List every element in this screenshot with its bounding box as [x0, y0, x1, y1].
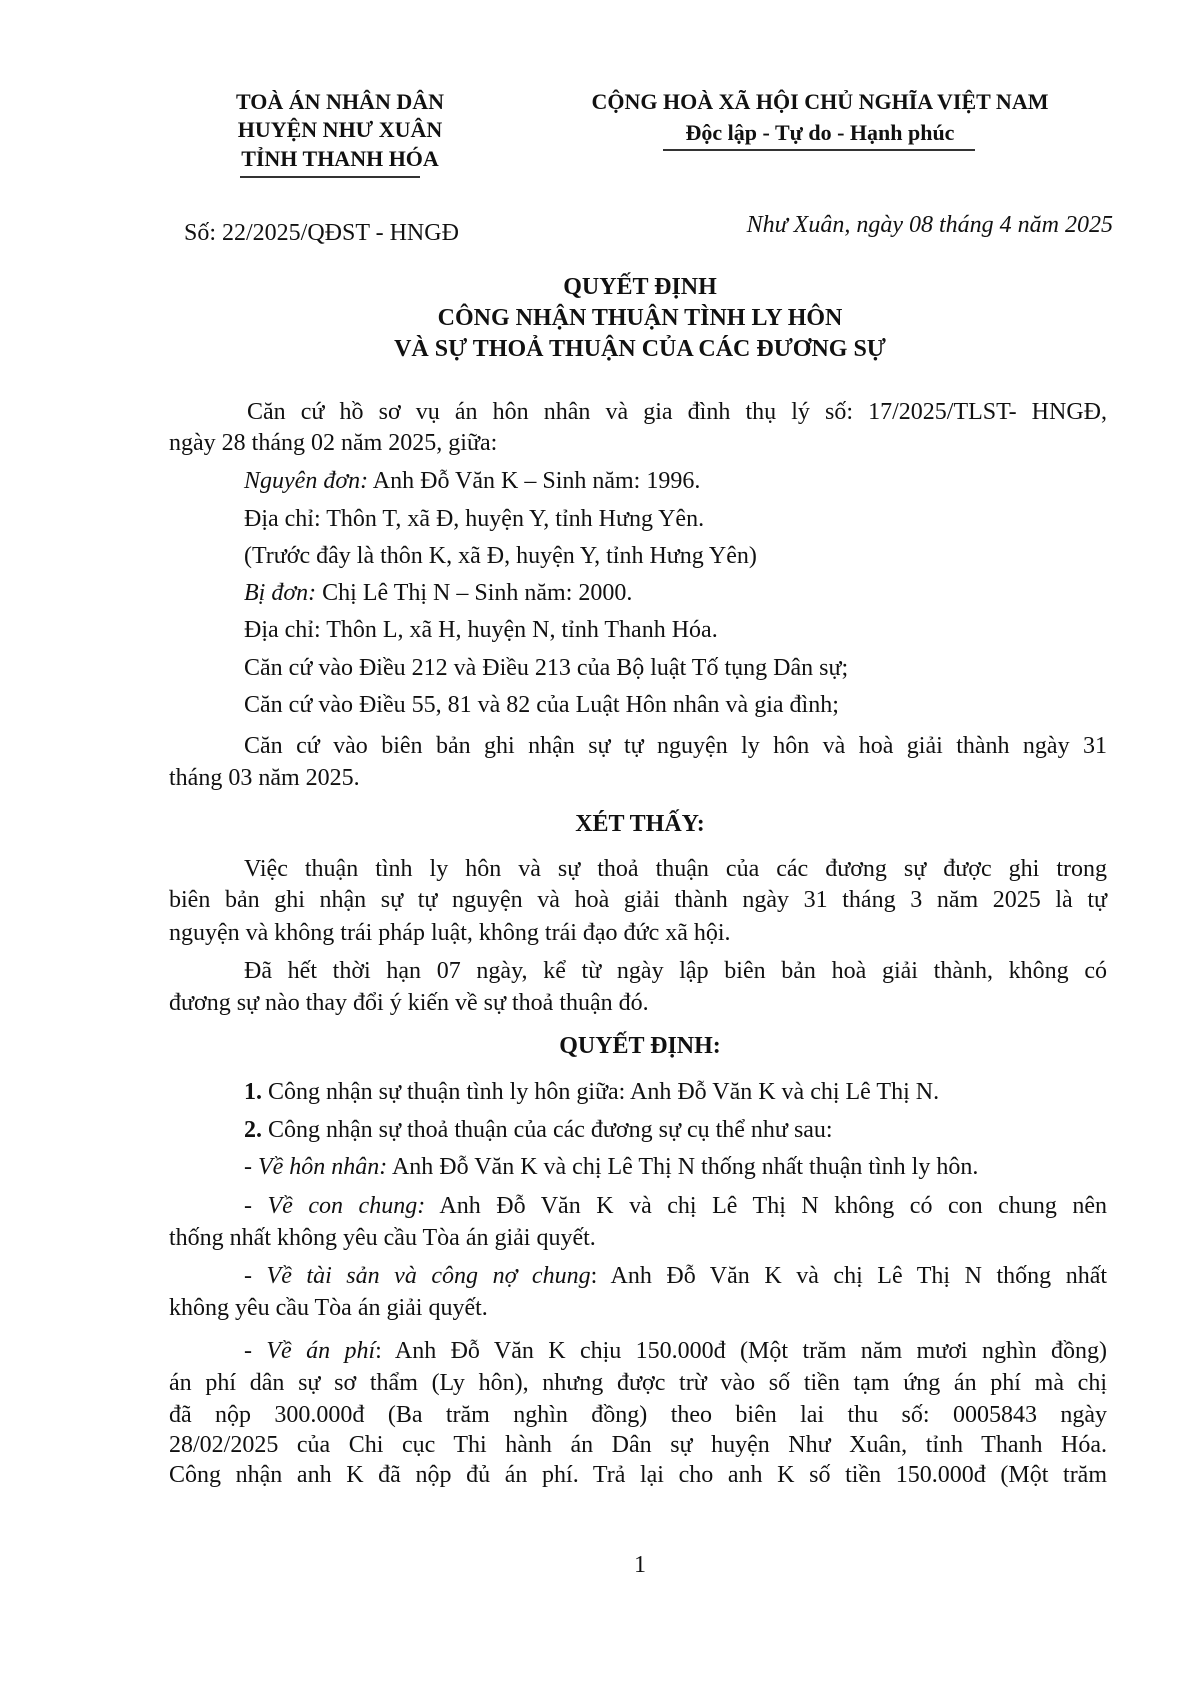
document-title: QUYẾT ĐỊNH	[563, 274, 717, 300]
fee-clause-line-3: đã nộp 300.000đ (Ba trăm nghìn đồng) theo biên lai thu số: 0005843 ngày	[169, 1402, 1107, 1428]
document-subtitle-1: CÔNG NHẬN THUẬN TÌNH LY HÔN	[437, 305, 843, 331]
decision-item-1-text: Công nhận sự thuận tình ly hôn giữa: Anh Đỗ Văn K và chị Lê Thị N.	[262, 1079, 940, 1105]
decision-item-2-text: Công nhận sự thoả thuận của các đương sự cụ thể như sau:	[262, 1117, 833, 1143]
decision-heading: QUYẾT ĐỊNH:	[559, 1033, 721, 1059]
findings-p1-line-2: biên bản ghi nhận sự tự nguyện và hoà giải thành ngày 31 tháng 3 năm 2025 là tự	[169, 887, 1107, 913]
marriage-text: Anh Đỗ Văn K và chị Lê Thị N thống nhất thuận tình ly hôn.	[387, 1154, 979, 1180]
fee-clause-line-4: 28/02/2025 của Chi cục Thi hành án Dân sự huyện Như Xuân, tỉnh Thanh Hóa.	[169, 1432, 1107, 1458]
legal-basis-1: Căn cứ vào Điều 212 và Điều 213 của Bộ luật Tố tụng Dân sự;	[244, 655, 849, 681]
plaintiff-address: Địa chỉ: Thôn T, xã Đ, huyện Y, tỉnh Hưng Yên.	[244, 506, 705, 532]
decision-item-1-number: 1.	[244, 1079, 262, 1105]
findings-p1-line-1: Việc thuận tình ly hôn và sự thoả thuận của các đương sự được ghi trong	[244, 856, 1107, 882]
court-province: TỈNH THANH HÓA	[241, 146, 439, 171]
court-district: HUYỆN NHƯ XUÂN	[237, 117, 443, 142]
case-ref-line-2: ngày 28 tháng 02 năm 2025, giữa:	[169, 430, 498, 456]
national-motto: Độc lập - Tự do - Hạnh phúc	[685, 120, 955, 145]
fee-clause-line-5: Công nhận anh K đã nộp đủ án phí. Trả lại cho anh K số tiền 150.000đ (Một trăm	[169, 1462, 1107, 1488]
fee-clause-line-2: án phí dân sự sơ thẩm (Ly hôn), nhưng được trừ vào số tiền tạm ứng án phí mà chị	[169, 1370, 1107, 1396]
decision-item-2	[244, 1115, 833, 1145]
children-clause-line-2: thống nhất không yêu cầu Tòa án giải quyết.	[169, 1225, 596, 1251]
court-underline	[240, 176, 420, 178]
legal-basis-3-line-2: tháng 03 năm 2025.	[169, 765, 360, 791]
fee-clause-line-1	[244, 1336, 1107, 1366]
defendant-address: Địa chỉ: Thôn L, xã H, huyện N, tỉnh Thanh Hóa.	[244, 617, 718, 643]
document-number: Số: 22/2025/QĐST - HNGĐ	[184, 220, 459, 246]
court-name: TOÀ ÁN NHÂN DÂN	[236, 89, 444, 114]
marriage-label: - Về hôn nhân:	[244, 1154, 388, 1180]
property-clause-line-2: không yêu cầu Tòa án giải quyết.	[169, 1295, 488, 1321]
children-clause-line-1	[244, 1191, 1107, 1221]
property-text: : Anh Đỗ Văn K và chị Lê Thị N thống nhất	[590, 1263, 1108, 1289]
defendant-line	[244, 578, 632, 608]
decision-item-2-number: 2.	[244, 1117, 262, 1143]
defendant-value: Chị Lê Thị N – Sinh năm: 2000.	[316, 580, 633, 606]
plaintiff-previous-address: (Trước đây là thôn K, xã Đ, huyện Y, tỉnh Hưng Yên)	[244, 543, 757, 569]
motto-underline	[663, 149, 975, 151]
children-label: - Về con chung:	[244, 1193, 426, 1219]
place-date: Như Xuân, ngày 08 tháng 4 năm 2025	[746, 212, 1113, 238]
findings-p2-line-1: Đã hết thời hạn 07 ngày, kể từ ngày lập biên bản hoà giải thành, không có	[244, 958, 1107, 984]
property-label: - Về tài sản và công nợ chung	[244, 1263, 591, 1289]
findings-p1-line-3: nguyện và không trái pháp luật, không trái đạo đức xã hội.	[169, 920, 731, 946]
national-title: CỘNG HOÀ XÃ HỘI CHỦ NGHĨA VIỆT NAM	[591, 89, 1049, 114]
plaintiff-line	[244, 466, 700, 496]
plaintiff-value: Anh Đỗ Văn K – Sinh năm: 1996.	[368, 468, 701, 494]
legal-basis-2: Căn cứ vào Điều 55, 81 và 82 của Luật Hôn nhân và gia đình;	[244, 692, 839, 718]
findings-p2-line-2: đương sự nào thay đổi ý kiến về sự thoả thuận đó.	[169, 990, 649, 1016]
defendant-label: Bị đơn:	[244, 580, 317, 606]
legal-basis-3-line-1: Căn cứ vào biên bản ghi nhận sự tự nguyện ly hôn và hoà giải thành ngày 31	[244, 733, 1107, 759]
children-text: Anh Đỗ Văn K và chị Lê Thị N không có con chung nên	[425, 1193, 1107, 1219]
page-number: 1	[634, 1552, 646, 1578]
case-ref-line-1: Căn cứ hồ sơ vụ án hôn nhân và gia đình thụ lý số: 17/2025/TLST- HNGĐ,	[247, 399, 1107, 425]
fee-text: : Anh Đỗ Văn K chịu 150.000đ (Một trăm năm mươi nghìn đồng)	[375, 1338, 1107, 1364]
property-clause-line-1	[244, 1261, 1107, 1291]
fee-label: - Về án phí	[244, 1338, 376, 1364]
findings-heading: XÉT THẤY:	[575, 811, 705, 837]
marriage-clause	[244, 1152, 978, 1182]
document-subtitle-2: VÀ SỰ THOẢ THUẬN CỦA CÁC ĐƯƠNG SỰ	[394, 336, 886, 362]
decision-item-1	[244, 1077, 939, 1107]
plaintiff-label: Nguyên đơn:	[244, 468, 369, 494]
